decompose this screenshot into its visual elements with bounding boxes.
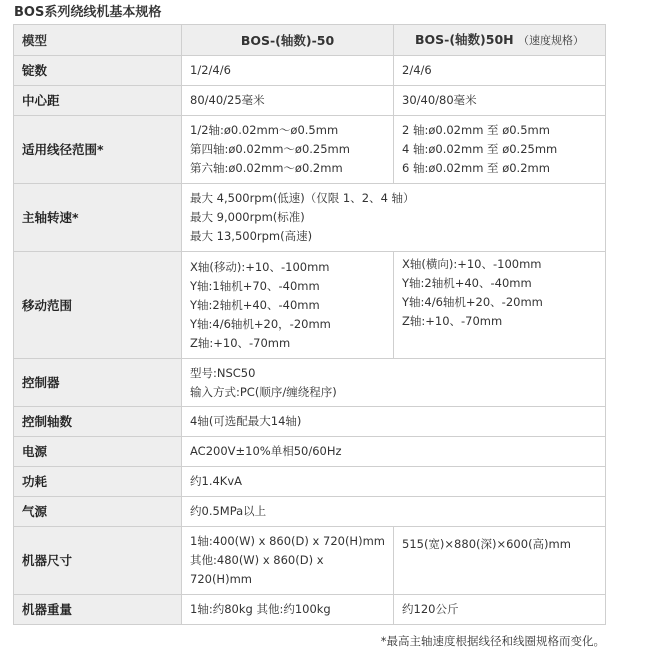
table-row bbox=[14, 437, 606, 467]
spindle-speed-line: 最大 9,000rpm(标准) bbox=[190, 210, 305, 224]
power-value: AC200V±10%单相50/60Hz bbox=[182, 437, 606, 467]
machine-size-50 bbox=[182, 527, 394, 595]
header-model: 模型 bbox=[14, 25, 182, 56]
wire-range-50 bbox=[182, 116, 394, 184]
machine-size-50-line: 1轴:400(W) x 860(D) x 720(H)mm bbox=[190, 534, 385, 548]
wire-range-50h-line: 4 轴:ø0.02mm 至 ø0.25mm bbox=[402, 142, 558, 156]
travel-range-50-line: Y轴:2轴机+40、-40mm bbox=[190, 297, 320, 312]
travel-range-50-line: X轴(移动):+10、-100mm bbox=[190, 259, 330, 274]
table-row bbox=[14, 56, 606, 86]
spec-table bbox=[13, 24, 606, 625]
consumption-value: 约1.4KvA bbox=[182, 467, 606, 497]
table-row bbox=[14, 527, 606, 595]
spindles-50h: 2/4/6 bbox=[394, 56, 606, 86]
machine-weight-50h: 约120公斤 bbox=[394, 595, 606, 625]
wire-range-50h-line: 2 轴:ø0.02mm 至 ø0.5mm bbox=[402, 123, 550, 137]
travel-range-50h-line: X轴(横向):+10、-100mm bbox=[402, 257, 542, 271]
machine-weight-50: 1轴:约80kg 其他:约100kg bbox=[182, 595, 394, 625]
wire-range-50-line: 第六轴:ø0.02mm〜ø0.2mm bbox=[190, 161, 343, 175]
table-row bbox=[14, 595, 606, 625]
label-spindle-speed: 主轴转速* bbox=[14, 184, 182, 252]
machine-size-50-line: 其他:480(W) x 860(D) x bbox=[190, 553, 324, 567]
travel-range-50h bbox=[394, 252, 606, 359]
wire-range-50h-line: 6 轴:ø0.02mm 至 ø0.2mm bbox=[402, 161, 550, 175]
label-machine-size: 机器尺寸 bbox=[14, 527, 182, 595]
spindle-speed-value bbox=[182, 184, 606, 252]
wire-range-50h bbox=[394, 116, 606, 184]
label-control-axes: 控制轴数 bbox=[14, 407, 182, 437]
label-power: 电源 bbox=[14, 437, 182, 467]
spindle-speed-line: 最大 4,500rpm(低速)（仅限 1、2、4 轴） bbox=[190, 191, 415, 205]
controller-line: 型号:NSC50 bbox=[190, 365, 256, 380]
center-distance-50: 80/40/25毫米 bbox=[182, 86, 394, 116]
table-row bbox=[14, 86, 606, 116]
table-row bbox=[14, 184, 606, 252]
label-air-supply: 气源 bbox=[14, 497, 182, 527]
label-controller: 控制器 bbox=[14, 359, 182, 407]
controller-value bbox=[182, 359, 606, 407]
table-row bbox=[14, 359, 606, 407]
travel-range-50 bbox=[182, 252, 394, 359]
travel-range-50-line: Z轴:+10、-70mm bbox=[190, 335, 291, 350]
label-consumption: 功耗 bbox=[14, 467, 182, 497]
travel-range-50h-line: Y轴:2轴机+40、-40mm bbox=[402, 276, 532, 290]
travel-range-50-line: Y轴:1轴机+70、-40mm bbox=[190, 278, 320, 293]
travel-range-50-line: Y轴:4/6轴机+20，-20mm bbox=[190, 316, 331, 331]
spindle-speed-line: 最大 13,500rpm(高速) bbox=[190, 229, 313, 243]
control-axes-value: 4轴(可选配最大14轴) bbox=[182, 407, 606, 437]
wire-range-50-line: 1/2轴:ø0.02mm〜ø0.5mm bbox=[190, 123, 339, 137]
label-wire-range: 适用线径范围* bbox=[14, 116, 182, 184]
wire-range-50-line: 第四轴:ø0.02mm〜ø0.25mm bbox=[190, 142, 350, 156]
label-travel-range: 移动范围 bbox=[14, 252, 182, 359]
header-bos-50h-sub: （速度规格） bbox=[518, 34, 584, 47]
table-row bbox=[14, 467, 606, 497]
machine-size-50h: 515(宽)×880(深)×600(高)mm bbox=[394, 527, 606, 595]
spindles-50: 1/2/4/6 bbox=[182, 56, 394, 86]
label-center-distance: 中心距 bbox=[14, 86, 182, 116]
header-bos-50: BOS-(轴数)-50 bbox=[182, 25, 394, 56]
air-supply-value: 约0.5MPa以上 bbox=[182, 497, 606, 527]
header-bos-50h-main: BOS-(轴数)50H bbox=[415, 32, 514, 47]
travel-range-50h-line: Z轴:+10、-70mm bbox=[402, 314, 503, 328]
controller-line: 输入方式:PC(顺序/缠绕程序) bbox=[190, 384, 337, 399]
label-machine-weight: 机器重量 bbox=[14, 595, 182, 625]
footnote: *最高主轴速度根据线径和线圈规格而变化。 bbox=[380, 634, 605, 648]
table-row bbox=[14, 407, 606, 437]
table-row bbox=[14, 116, 606, 184]
label-spindles: 锭数 bbox=[14, 56, 182, 86]
center-distance-50h: 30/40/80毫米 bbox=[394, 86, 606, 116]
travel-range-50h-line: Y轴:4/6轴机+20、-20mm bbox=[402, 295, 543, 309]
machine-size-50-line: 720(H)mm bbox=[190, 572, 252, 586]
page-title: BOS系列绕线机基本规格 bbox=[14, 5, 162, 20]
header-bos-50h bbox=[394, 25, 606, 56]
table-header-row bbox=[14, 25, 606, 56]
table-row bbox=[14, 497, 606, 527]
table-row bbox=[14, 252, 606, 359]
